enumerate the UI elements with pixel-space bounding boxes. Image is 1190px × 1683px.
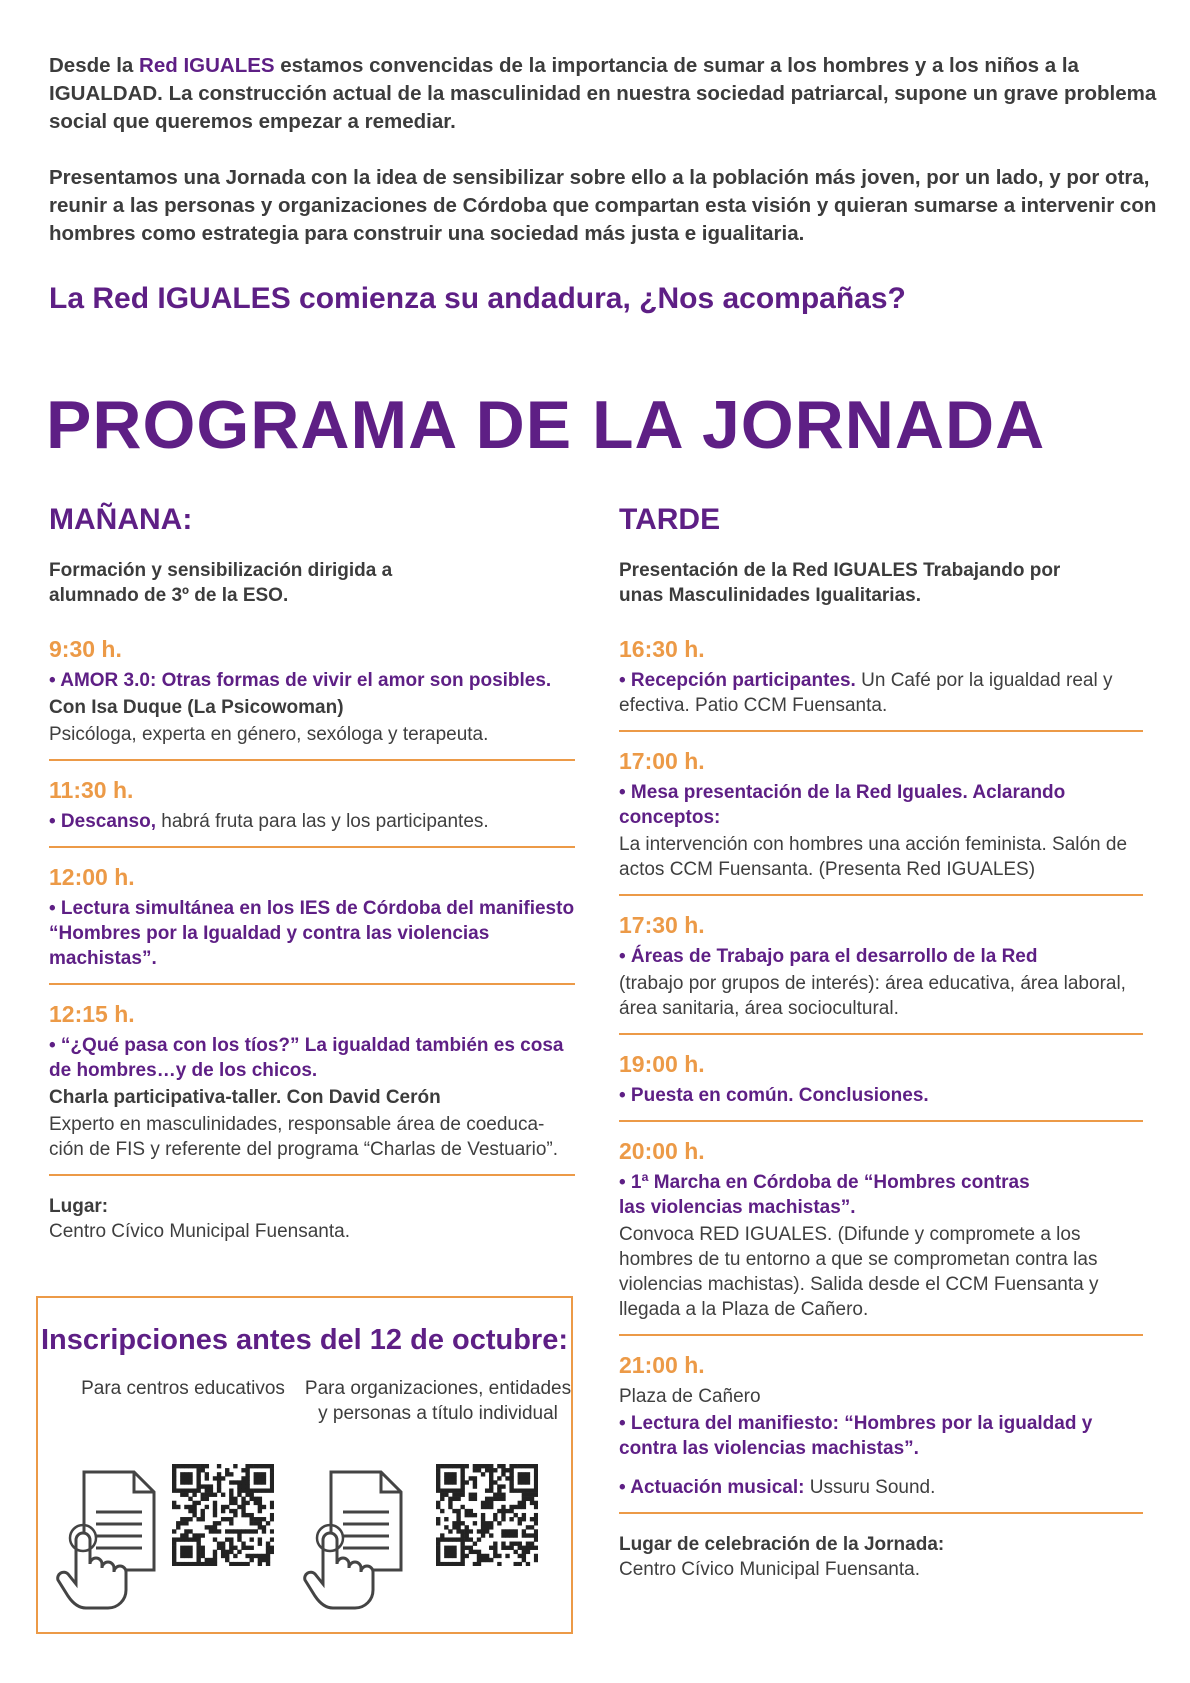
registration-title: Inscripciones antes del 12 de octubre: xyxy=(41,1324,568,1356)
slot-title: • Mesa presentación de la Red Iguales. Aclarando conceptos: xyxy=(619,782,1066,828)
intro-paragraph-1 xyxy=(49,52,1159,136)
intro-paragraph-2: Presentamos una Jornada con la idea de sensibilizar sobre ello a la población más joven, por un lado, y por otra, reunir a las personas y organizaciones de Córdoba que compartan esta visión y quieran sumarse a intervenir con hombres como estrategia para construir una sociedad más justa e igualitaria. xyxy=(49,166,1157,245)
slot-description: habrá fruta para las y los participantes. xyxy=(155,811,489,832)
schedule-slot xyxy=(49,620,575,761)
afternoon-subtitle: Presentación de la Red IGUALES Trabajando por unas Masculinidades Igualitarias. xyxy=(619,560,1061,606)
intro-p1-post: estamos convencidas de la importancia de sumar a los hombres y a los niños a la IGUALDAD. La construcción actual de la masculinidad en nuestra sociedad patriarcal, supone un grave problema social que queremos empezar a remediar. xyxy=(49,54,1157,133)
music-label: • Actuación musical: xyxy=(619,1477,805,1498)
schedule-slot xyxy=(619,620,1143,732)
music-value: Ussuru Sound. xyxy=(804,1477,936,1498)
slot-place: Plaza de Cañero xyxy=(619,1386,761,1407)
slot-title: • Lectura del manifiesto: “Hombres por la igualdad y contra las violencias machistas”. xyxy=(619,1413,1093,1459)
slot-description: Psicóloga, experta en género, sexóloga y terapeuta. xyxy=(49,724,489,745)
slot-title: • “¿Qué pasa con los tíos?” La igualdad también es cosa de hombres…y de los chicos. xyxy=(49,1035,564,1081)
slot-title: • Recepción participantes. xyxy=(619,670,856,691)
slot-speaker: Con Isa Duque (La Psicowoman) xyxy=(49,697,344,718)
morning-column xyxy=(49,500,575,1244)
slot-description: La intervención con hombres una acción feminista. Salón de actos CCM Fuensanta. (Presenta Red IGUALES) xyxy=(619,834,1128,880)
slot-description: Experto en masculinidades, responsable área de coeduca-ción de FIS y referente del programa “Charlas de Vestuario”. xyxy=(49,1114,559,1160)
slot-time: 17:30 h. xyxy=(619,912,705,938)
event-location xyxy=(619,1532,1143,1582)
slot-title: • AMOR 3.0: Otras formas de vivir el amor son posibles. xyxy=(49,670,552,691)
slot-time: 19:00 h. xyxy=(619,1051,705,1077)
document-touch-icon xyxy=(56,1462,166,1612)
location-label: Lugar de celebración de la Jornada: xyxy=(619,1534,945,1555)
intro-p1-pre: Desde la xyxy=(49,54,140,77)
location-value: Centro Cívico Municipal Fuensanta. xyxy=(49,1221,350,1242)
schedule-slot xyxy=(619,1122,1143,1336)
slot-title: • Puesta en común. Conclusiones. xyxy=(619,1085,929,1106)
slot-time: 21:00 h. xyxy=(619,1352,705,1378)
slot-time: 9:30 h. xyxy=(49,636,122,662)
document-touch-icon xyxy=(303,1462,413,1612)
qr-code[interactable] xyxy=(172,1464,274,1566)
slot-description: Un Café por la igualdad real y efectiva. Patio CCM Fuensanta. xyxy=(619,670,1113,716)
slot-speaker: Charla participativa-taller. Con David Cerón xyxy=(49,1087,441,1108)
slot-description: (trabajo por grupos de interés): área educativa, área laboral, área sanitaria, área sociocultural. xyxy=(619,973,1126,1019)
registration-option-schools: Para centros educativos xyxy=(81,1378,285,1399)
schedule-slot xyxy=(49,848,575,985)
location-value: Centro Cívico Municipal Fuensanta. xyxy=(619,1559,920,1580)
slot-description: Convoca RED IGUALES. (Difunde y compromete a los hombres de tu entorno a que se comprometan contra las violencias machistas). Salida desde el CCM Fuensanta y llegada a la Plaza de Cañero. xyxy=(619,1224,1099,1320)
schedule-slot xyxy=(619,896,1143,1035)
morning-location xyxy=(49,1194,575,1244)
schedule-slot xyxy=(619,1336,1143,1514)
slot-time: 17:00 h. xyxy=(619,748,705,774)
morning-heading: MAÑANA: xyxy=(49,503,193,536)
afternoon-column xyxy=(619,500,1143,1582)
registration-box xyxy=(36,1296,573,1634)
slot-time: 20:00 h. xyxy=(619,1138,705,1164)
tagline: La Red IGUALES comienza su andadura, ¿Nos acompañas? xyxy=(49,282,906,315)
location-label: Lugar: xyxy=(49,1196,109,1217)
slot-time: 16:30 h. xyxy=(619,636,705,662)
afternoon-heading: TARDE xyxy=(619,503,721,536)
intro-text xyxy=(49,52,1159,276)
slot-title: • Áreas de Trabajo para el desarrollo de la Red xyxy=(619,946,1038,967)
slot-time: 11:30 h. xyxy=(49,777,134,803)
slot-title: • 1ª Marcha en Córdoba de “Hombres contras las violencias machistas”. xyxy=(619,1172,1030,1218)
registration-option-organizations: Para organizaciones, entidades y personas a título individual xyxy=(304,1378,572,1424)
slot-time: 12:00 h. xyxy=(49,864,135,890)
slot-title: • Descanso, xyxy=(49,811,156,832)
schedule-slot xyxy=(619,1035,1143,1122)
morning-subtitle: Formación y sensibilización dirigida a alumnado de 3º de la ESO. xyxy=(49,560,393,606)
brand-name: Red IGUALES xyxy=(139,54,275,77)
schedule-slot xyxy=(619,732,1143,896)
schedule-slot xyxy=(49,761,575,848)
slot-time: 12:15 h. xyxy=(49,1001,135,1027)
schedule-slot xyxy=(49,985,575,1176)
slot-title: • Lectura simultánea en los IES de Córdoba del manifiesto “Hombres por la Igualdad y contra las violencias machistas”. xyxy=(49,898,575,969)
page-title: PROGRAMA DE LA JORNADA xyxy=(46,387,1046,463)
qr-code[interactable] xyxy=(436,1464,538,1566)
